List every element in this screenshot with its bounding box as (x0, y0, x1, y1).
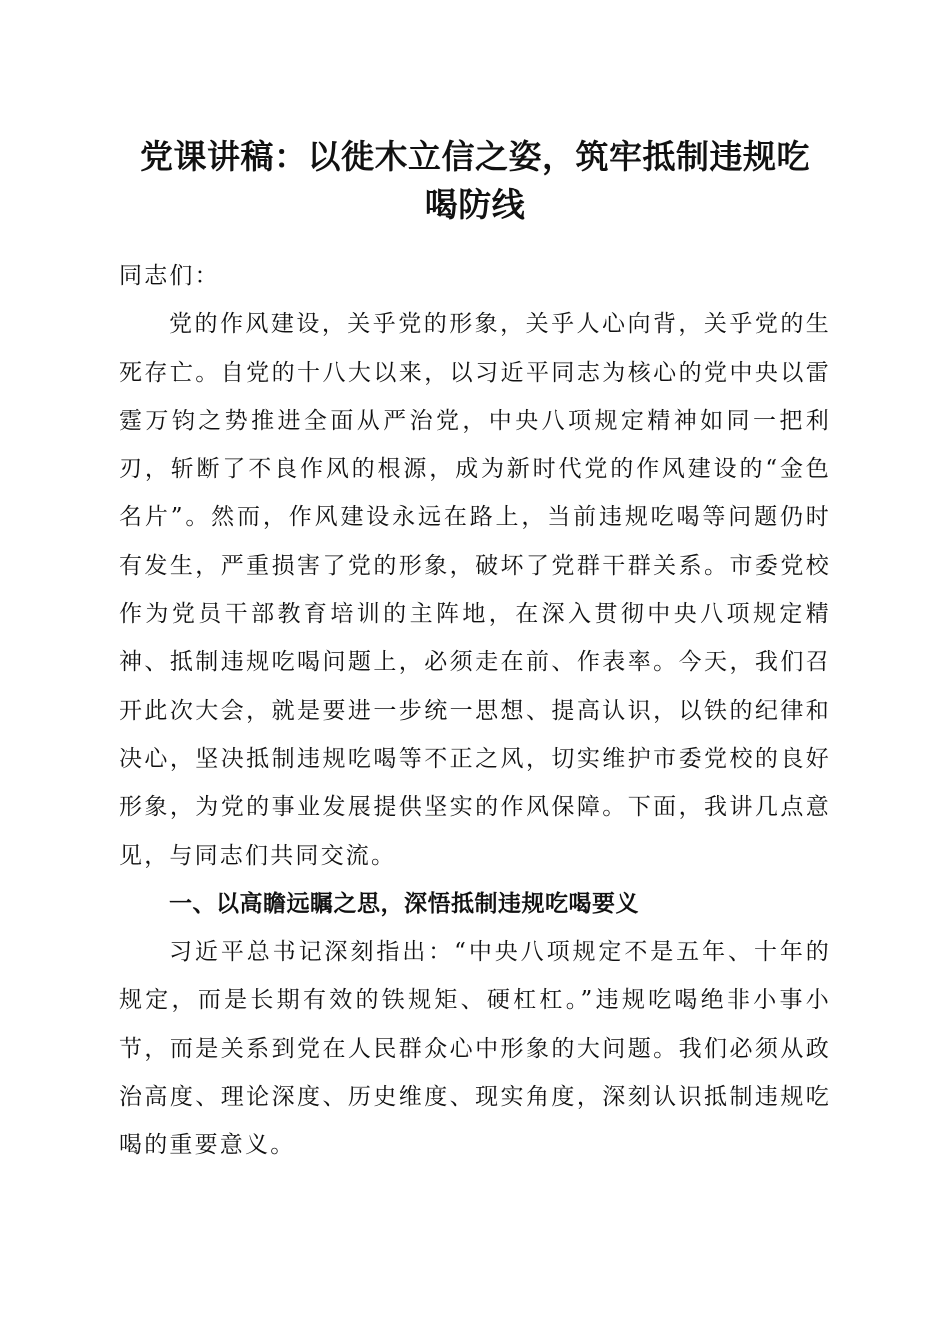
section-heading-1: 一、以高瞻远瞩之思，深悟抵制违规吃喝要义 (169, 890, 639, 917)
document-body (119, 252, 831, 1170)
paragraph-intro: 党的作风建设，关乎党的形象，关乎人心向背，关乎党的生死存亡。自党的十八大以来，以习近平同志为核心的党中央以雷霆万钧之势推进全面从严治党，中央八项规定精神如同一把利刃，斩断了不良作风的根源，成为新时代党的作风建设的“金色名片”。然而，作风建设永远在路上，当前违规吃喝等问题仍时有发生，严重损害了党的形象，破坏了党群干群关系。市委党校作为党员干部教育培训的主阵地，在深入贯彻中央八项规定精神、抵制违规吃喝问题上，必须走在前、作表率。今天，我们召开此次大会，就是要进一步统一思想、提高认识，以铁的纪律和决心，坚决抵制违规吃喝等不正之风，切实维护市委党校的良好形象，为党的事业发展提供坚实的作风保障。下面，我讲几点意见，与同志们共同交流。 (119, 311, 831, 869)
paragraph-section-1: 习近平总书记深刻指出：“中央八项规定不是五年、十年的规定，而是长期有效的铁规矩、硬杠杠。”违规吃喝绝非小事小节，而是关系到党在人民群众心中形象的大问题。我们必须从政治高度、理论深度、历史维度、现实角度，深刻认识抵制违规吃喝的重要意义。 (119, 939, 831, 1159)
title-line-1: 党课讲稿：以徙木立信之姿，筑牢抵制违规吃 (140, 137, 810, 176)
salutation: 同志们： (119, 263, 220, 289)
document-title (100, 133, 850, 229)
title-line-2: 喝防线 (424, 185, 526, 224)
